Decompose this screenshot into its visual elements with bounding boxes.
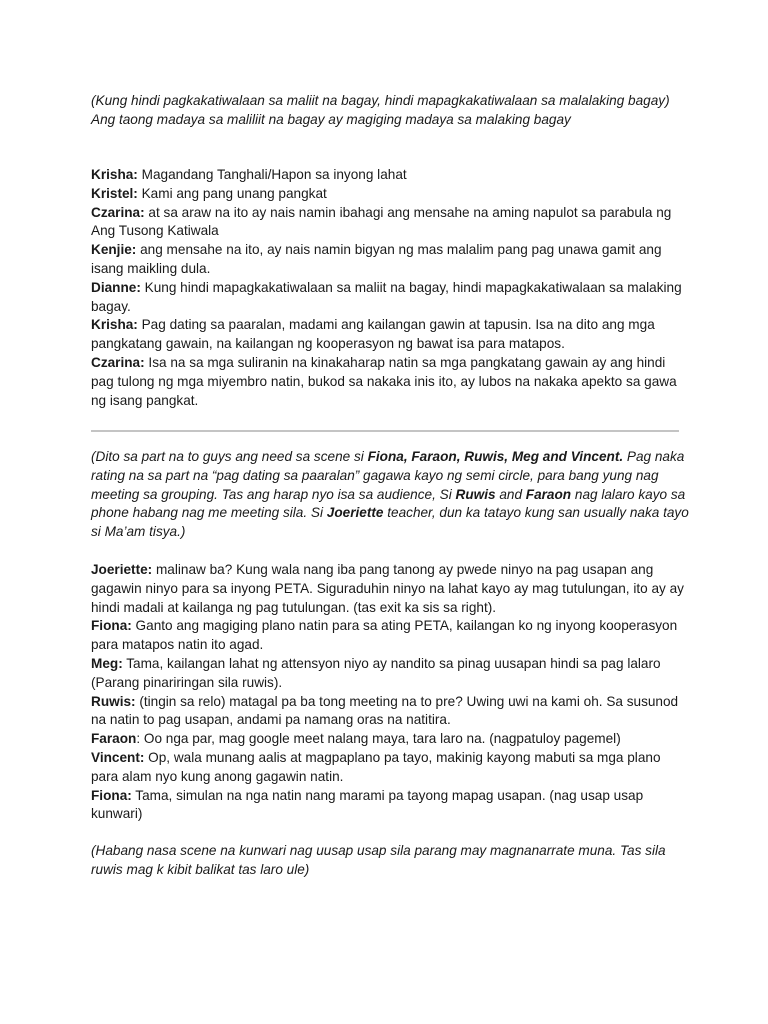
speaker-name: Krisha: xyxy=(91,317,138,333)
direction-text: nag lalaro kayo sa phone habang nag me meeting sila. Si xyxy=(91,486,686,521)
direction-name-joeriette: Joeriette xyxy=(326,505,384,521)
speaker-name: Fiona: xyxy=(91,618,132,634)
line-text: Tama, simulan na nga natin nang marami pa tayong mapag usapan. (nag usap usap kunwari) xyxy=(91,787,644,822)
dialogue-line xyxy=(91,185,691,204)
direction-name-ruwis: Ruwis xyxy=(455,486,496,502)
direction-text: (Dito sa part na to guys ang need sa scene si xyxy=(91,449,368,464)
direction-cast-names: Fiona, Faraon, Ruwis, Meg and Vincent. xyxy=(367,449,624,464)
line-text: : Oo nga par, mag google meet nalang maya, tara laro na. (nagpatuloy pagemel) xyxy=(136,731,621,747)
dialogue-line xyxy=(91,617,691,655)
stage-direction-text xyxy=(91,448,691,542)
speaker-name: Faraon xyxy=(91,731,137,747)
direction-text: Pag naka rating na sa part na “pag dating sa paaralan” gagawa kayo ng semi circle, para bang yung nag meeting sa grouping. Tas ang harap nyo isa sa audience, Si xyxy=(91,449,685,502)
line-text: Ganto ang magiging plano natin para sa ating PETA, kailangan ko ng inyong kooperasyon para matapos natin ito agad. xyxy=(91,618,678,653)
dialogue-line xyxy=(91,693,691,731)
speaker-name: Joeriette: xyxy=(91,562,153,577)
dialogue-line xyxy=(91,655,691,693)
line-text: Kami ang pang unang pangkat xyxy=(137,185,327,201)
line-text: at sa araw na ito ay nais namin ibahagi ang mensahe na aming napulot sa parabula ng Ang Tusong Katiwala xyxy=(91,204,672,239)
direction-text: teacher, dun ka tatayo kung san usually naka tayo si Ma’am tisya.) xyxy=(91,505,689,540)
line-text: Pag dating sa paaralan, madami ang kailangan gawin at tapusin. Isa na dito ang mga pangkatang gawain, na kailangan ng kooperasyon ng bawat isa para matapos. xyxy=(91,317,655,352)
intro-block xyxy=(91,92,691,130)
dialogue-section-2 xyxy=(91,561,691,824)
speaker-name: Kristel: xyxy=(91,185,138,201)
speaker-name: Dianne: xyxy=(91,279,141,295)
speaker-name: Kenjie: xyxy=(91,242,137,258)
closing-direction xyxy=(91,842,691,880)
line-text: Magandang Tanghali/Hapon sa inyong lahat xyxy=(137,167,407,182)
direction-name-faraon: Faraon xyxy=(525,486,572,502)
dialogue-line xyxy=(91,241,691,279)
dialogue-line xyxy=(91,730,691,749)
line-text: Tama, kailangan lahat ng attensyon niyo ay nandito sa pinag uusapan hindi sa pag lalaro (Parang pinariringan sila ruwis). xyxy=(91,655,661,690)
dialogue-line xyxy=(91,279,691,317)
stage-direction xyxy=(91,448,691,542)
horizontal-divider xyxy=(91,430,679,432)
speaker-name: Meg: xyxy=(91,655,123,671)
dialogue-line xyxy=(91,787,691,825)
speaker-name: Vincent: xyxy=(91,749,145,765)
dialogue-line xyxy=(91,204,691,242)
dialogue-line xyxy=(91,354,691,410)
closing-direction-text: (Habang nasa scene na kunwari nag uusap usap sila parang may magnanarrate muna. Tas sila ruwis mag k kibit balikat tas laro ule) xyxy=(91,843,666,877)
speaker-name: Krisha: xyxy=(91,167,138,182)
intro-meaning: Ang taong madaya sa maliliit na bagay ay magiging madaya sa malaking bagay xyxy=(91,111,571,127)
dialogue-section-1 xyxy=(91,166,691,410)
line-text: Op, wala munang aalis at magpaplano pa tayo, makinig kayong mabuti sa mga plano para alam nyo kung anong gagawin natin. xyxy=(91,749,661,784)
line-text: Isa na sa mga suliranin na kinakaharap natin sa mga pangkatang gawain ay ang hindi pag tulong ng mga miyembro natin, bukod sa nakaka inis ito, ay lubos na nakaka apekto sa gawa ng isang pangkat. xyxy=(91,354,677,408)
dialogue-line xyxy=(91,316,691,354)
line-text: malinaw ba? Kung wala nang iba pang tanong ay pwede ninyo na pag usapan ang gagawin ninyo para sa inyong PETA. Siguraduhin ninyo na lahat kayo ay mag tutulungan, ito ay ay hindi madali at kailanga ng pag tutulungan. (tas exit ka sis sa right). xyxy=(91,562,684,615)
dialogue-line xyxy=(91,749,691,787)
line-text: ang mensahe na ito, ay nais namin bigyan ng mas malalim pang pag unawa gamit ang isang maikling dula. xyxy=(91,242,662,276)
direction-text: and xyxy=(495,486,526,502)
dialogue-line xyxy=(91,561,691,617)
speaker-name: Czarina: xyxy=(91,354,145,370)
speaker-name: Czarina: xyxy=(91,204,145,220)
line-text: Kung hindi mapagkakatiwalaan sa maliit na bagay, hindi mapagkakatiwalaan sa malaking bagay. xyxy=(91,279,682,314)
line-text: (tingin sa relo) matagal pa ba tong meeting na to pre? Uwing uwi na kami oh. Sa susunod na natin to pag usapan, andami pa namang oras na natitira. xyxy=(91,693,679,728)
intro-proverb: (Kung hindi pagkakatiwalaan sa maliit na bagay, hindi mapagkakatiwalaan sa malalaking bagay) xyxy=(91,93,670,108)
speaker-name: Fiona: xyxy=(91,787,132,803)
dialogue-line xyxy=(91,166,691,185)
speaker-name: Ruwis: xyxy=(91,693,136,709)
